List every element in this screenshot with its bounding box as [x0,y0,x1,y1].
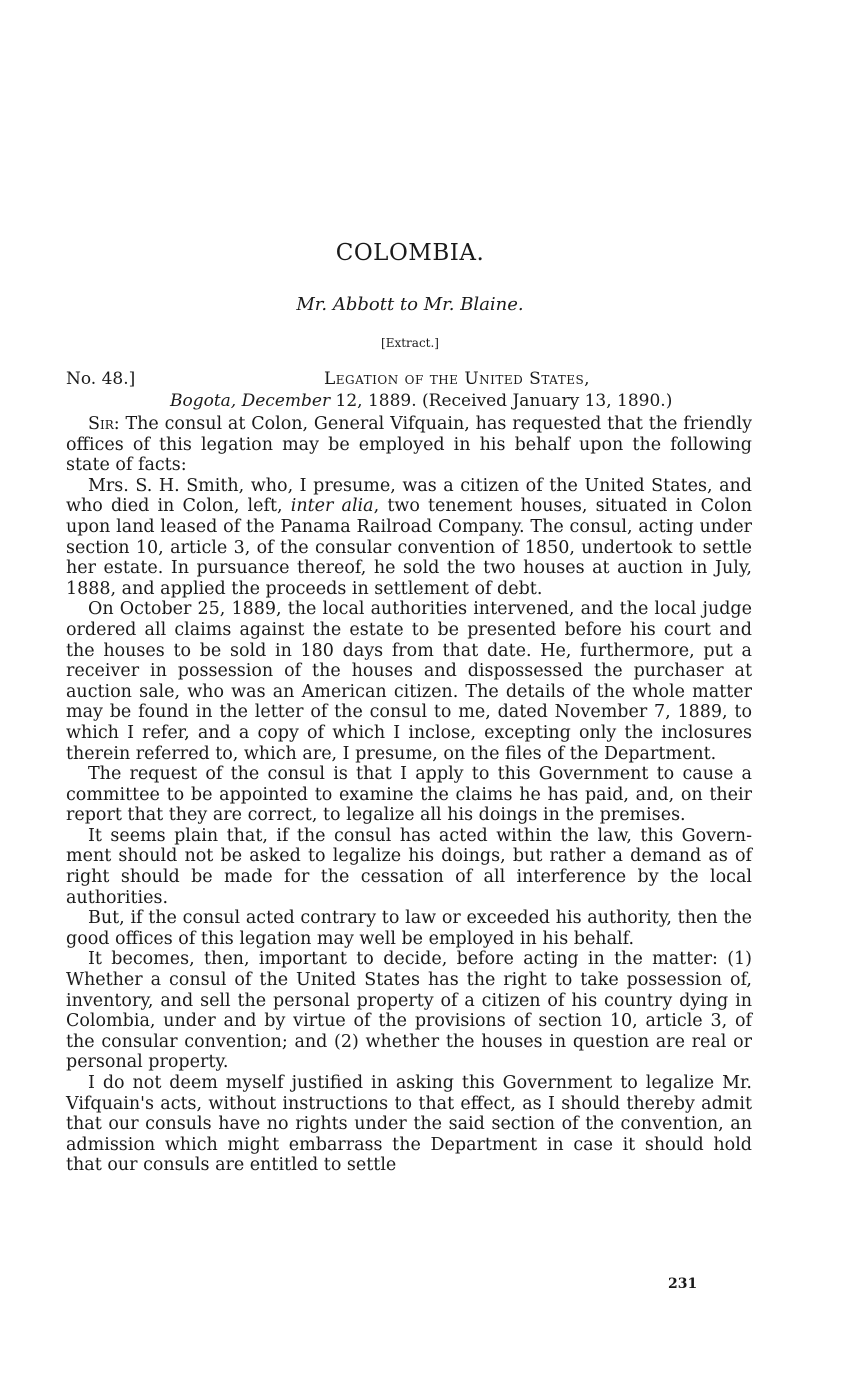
paragraph-1: Sir: The consul at Colon, General Vifquain, has requested that the friendly offices of this legation may be employed in his behalf upon the following state of facts: [66,414,752,476]
paragraph-6: But, if the consul acted contrary to law or exceeded his authority, then the good offices of this legation may well be employed in his behalf. [66,908,752,949]
letter-place: Bogota, December [170,391,331,411]
legation-name: Legation of the United States, [324,369,591,389]
paragraph-8: I do not deem myself justified in asking this Government to legalize Mr. Vifquain's acts, without instructions to that effect, as I should thereby admit that our consuls have no rights under the said section of the convention, an admission which might embarrass the Department in case it should hold that our consuls are entitled to settle [66,1073,752,1176]
paragraph-3: On October 25, 1889, the local authorities intervened, and the local judge ordered all claims against the estate to be presented before his court and the houses to be sold in 180 days from that date. He, furthermore, put a receiver in possession of the houses and dispossessed the purchaser at auction sale, who was an American citizen. The details of the whole matter may be found in the letter of the consul to me, dated November 7, 1889, to which I refer, and a copy of which I inclose, excepting only the inclosures therein referred to, which are, I presume, on the files of the Department. [66,599,752,764]
letter-number: No. 48.] [66,369,136,389]
paragraph-5: It seems plain that, if the consul has acted within the law, this Government should not be asked to legalize his doings, but rather a demand as of right should be made for the cessation of all interference by the local authorities. [66,825,752,908]
document-title: COLOMBIA. [335,240,485,266]
page-number: 231 [668,1276,698,1292]
letter-date: 12, 1889. (Received January 13, 1890.) [335,391,673,411]
paragraph-4: The request of the consul is that I apply to this Government to cause a committee to be appointed to examine the claims he has paid, and, on their report that they are correct, to legalize all his doings in the premises. [66,764,752,826]
salutation: Sir [88,414,114,434]
paragraph-7: It becomes, then, important to decide, before acting in the matter: (1) Whether a consul of the United States has the right to take possession of, inventory, and sell the personal property of a citizen of his country dying in Colombia, under and by virtue of the provisions of section 10, article 3, of the consular convention; and (2) whether the houses in question are real or personal property. [66,949,752,1073]
letter-subtitle: Mr. Abbott to Mr. Blaine. [296,294,524,315]
paragraph-2: Mrs. S. H. Smith, who, I presume, was a citizen of the United States, and who died in Colon, left, inter alia, two tenement houses, situated in Colon upon land leased of the Panama Railroad Company. The consul, acting under section 10, article 3, of the consular convention of 1850, undertook to settle her estate. In pursuance thereof, he sold the two houses at auction in July, 1888, and applied the proceeds in settlement of debt. [66,475,752,599]
extract-note: [Extract.] [381,336,439,350]
letter-body [66,414,752,1176]
